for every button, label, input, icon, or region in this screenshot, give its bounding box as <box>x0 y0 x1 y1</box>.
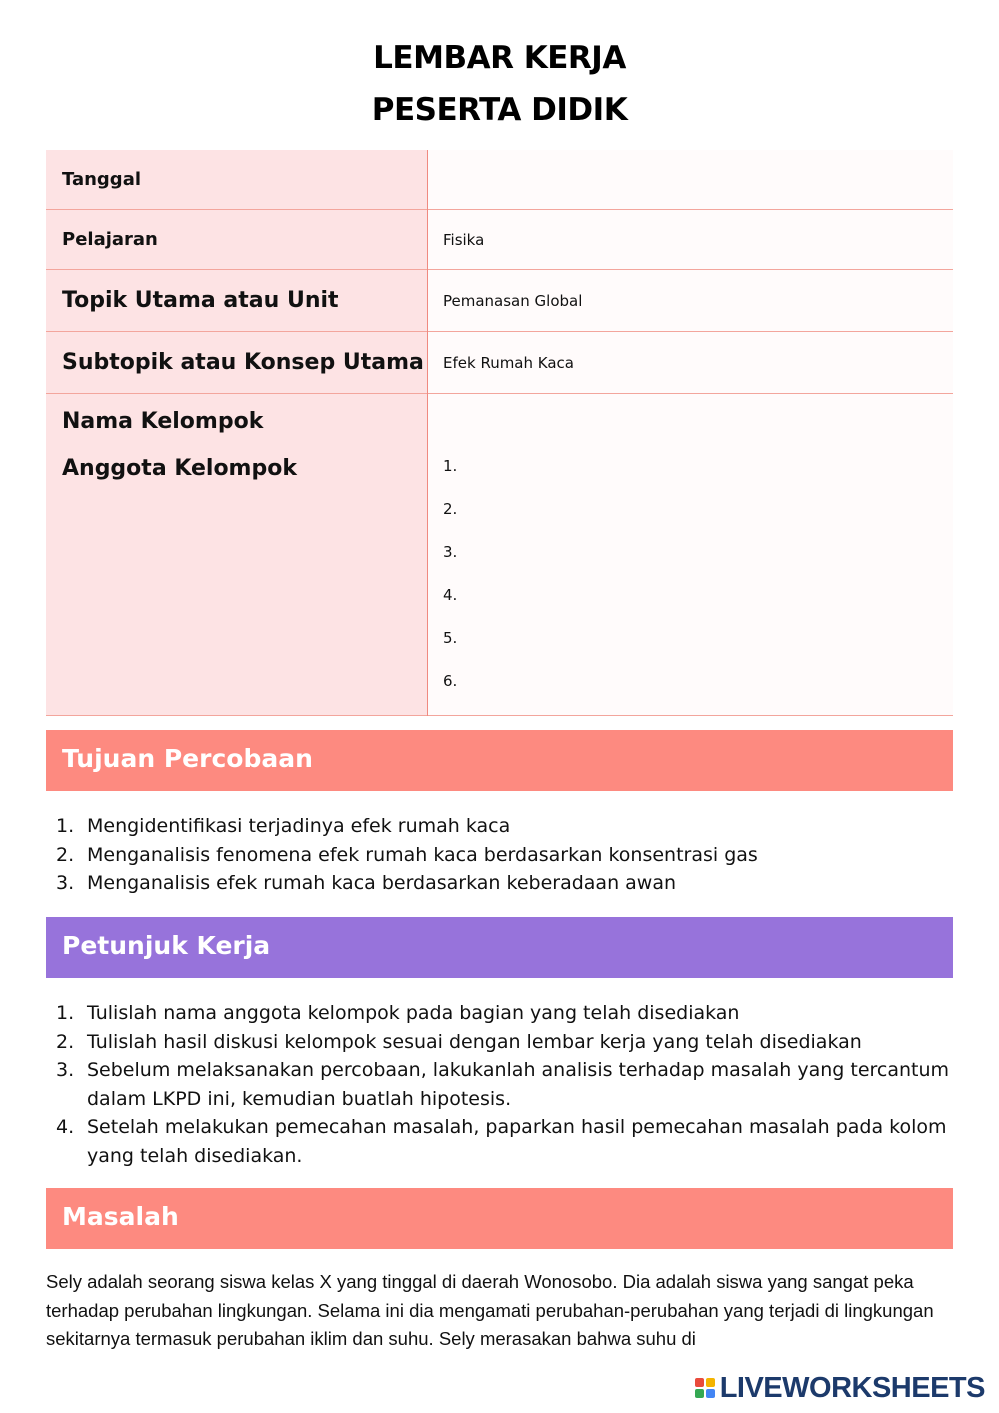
list-item <box>50 1028 955 1057</box>
logo-square-icon <box>695 1378 704 1387</box>
list-text: Menganalisis efek rumah kaca berdasarkan keberadaan awan <box>87 872 677 894</box>
list-text: Mengidentifikasi terjadinya efek rumah kaca <box>87 815 511 837</box>
list-text: Sebelum melaksanakan percobaan, lakukanlah analisis terhadap masalah yang tercantum dalam LKPD ini, kemudian buatlah hipotesis. <box>87 1059 950 1110</box>
logo-icon <box>695 1378 715 1398</box>
table-row <box>46 210 953 270</box>
list-number: 4. <box>56 1116 75 1138</box>
logo-square-icon <box>695 1389 704 1398</box>
pelajaran-value: Fisika <box>428 210 954 270</box>
topik-value: Pemanasan Global <box>428 270 954 332</box>
list-number: 1. <box>56 815 75 837</box>
logo-square-icon <box>706 1389 715 1398</box>
pelajaran-label: Pelajaran <box>46 210 428 270</box>
member-item-1[interactable]: 1. <box>443 457 458 475</box>
table-row <box>46 394 953 716</box>
subtopik-label: Subtopik atau Konsep Utama <box>46 332 428 394</box>
member-item-3[interactable]: 3. <box>443 543 458 561</box>
masalah-paragraph: Sely adalah seorang siswa kelas X yang tinggal di daerah Wonosobo. Dia adalah siswa yang sangat peka terhadap perubahan lingkungan. Selama ini dia mengamati perubahan-perubahan yang terjadi di lingkungan sekitarnya termasuk perubahan iklim dan suhu. Sely merasakan bahwa suhu di <box>46 1271 934 1349</box>
list-item <box>50 1056 955 1113</box>
nama-kelompok-label: Nama Kelompok <box>62 409 264 434</box>
topik-label: Topik Utama atau Unit <box>46 270 428 332</box>
liveworksheets-logo[interactable] <box>695 1372 985 1404</box>
petunjuk-list <box>50 999 955 1170</box>
list-item <box>50 869 955 898</box>
tujuan-list <box>50 812 955 898</box>
table-row <box>46 332 953 394</box>
table-row <box>46 270 953 332</box>
anggota-kelompok-label: Anggota Kelompok <box>62 456 297 481</box>
member-list <box>443 394 953 715</box>
list-text: Menganalisis fenomena efek rumah kaca berdasarkan konsentrasi gas <box>87 843 758 866</box>
members-cell <box>428 394 954 716</box>
petunjuk-heading: Petunjuk Kerja <box>46 917 953 978</box>
tanggal-field[interactable] <box>428 150 954 210</box>
table-row <box>46 150 953 210</box>
list-text: Tulislah hasil diskusi kelompok sesuai dengan lembar kerja yang telah disediakan <box>87 1030 862 1053</box>
list-number: 1. <box>56 1002 75 1024</box>
page-title-line-1: LEMBAR KERJA <box>373 40 626 76</box>
logo-square-icon <box>706 1378 715 1387</box>
logo-text: LIVEWORKSHEETS <box>719 1371 985 1404</box>
list-item <box>50 999 955 1028</box>
member-item-4[interactable]: 4. <box>443 586 458 604</box>
page-title-line-2: PESERTA DIDIK <box>371 92 628 128</box>
list-text: Tulislah nama anggota kelompok pada bagian yang telah disediakan <box>87 1002 740 1024</box>
member-item-6[interactable]: 6. <box>443 672 458 690</box>
list-item <box>50 1113 955 1170</box>
masalah-heading: Masalah <box>46 1188 953 1249</box>
member-item-2[interactable]: 2. <box>443 500 458 518</box>
list-item <box>50 812 955 841</box>
list-number: 3. <box>56 1059 75 1081</box>
tanggal-label: Tanggal <box>46 150 428 210</box>
list-number: 2. <box>56 1030 75 1053</box>
list-number: 2. <box>56 843 75 866</box>
list-text: Setelah melakukan pemecahan masalah, paparkan hasil pemecahan masalah pada kolom yang telah disediakan. <box>87 1116 947 1167</box>
subtopik-value: Efek Rumah Kaca <box>428 332 954 394</box>
list-item <box>50 841 955 870</box>
tujuan-heading: Tujuan Percobaan <box>46 730 953 791</box>
info-table <box>46 150 953 716</box>
list-number: 3. <box>56 872 75 894</box>
member-item-5[interactable]: 5. <box>443 629 458 647</box>
group-labels <box>46 394 428 716</box>
